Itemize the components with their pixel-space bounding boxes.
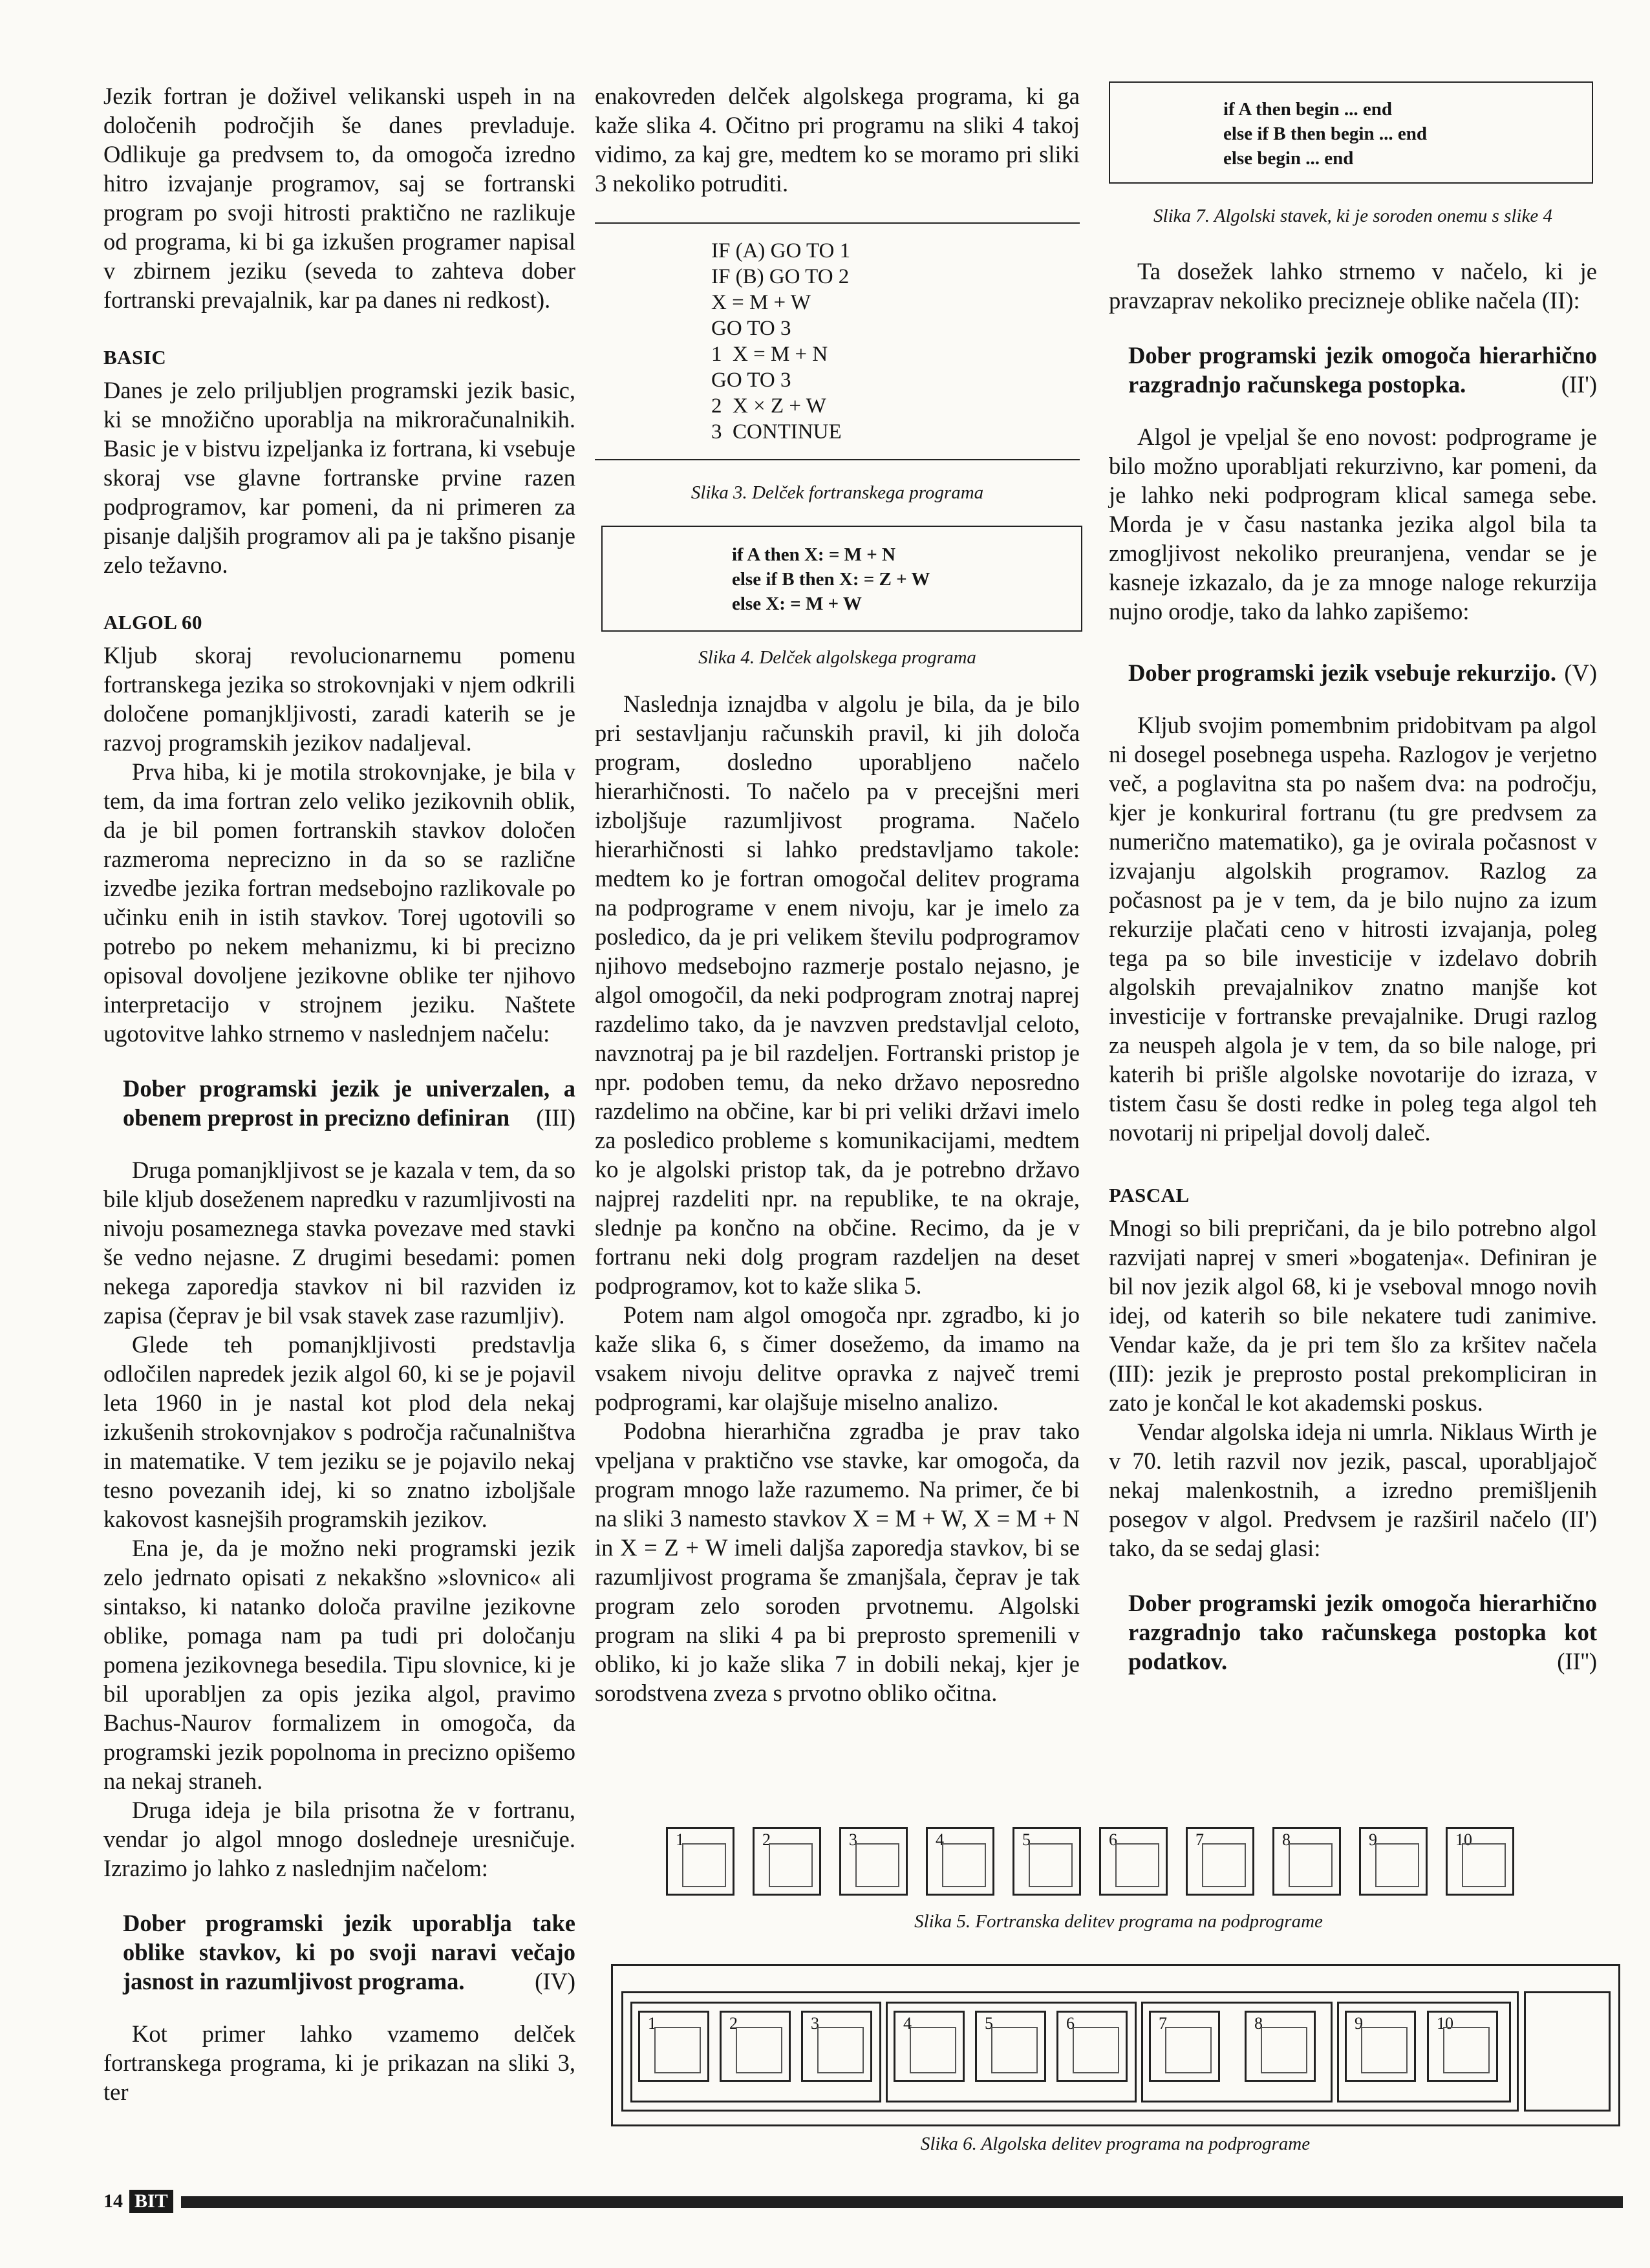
paragraph: Jezik fortran je doživel velikanski uspeh in na določenih področjih še danes prevladuje. Odlikuje ga predvsem to, da omogoča izredno hitro izvajanje programov, saj se fortranski program po svoji hitrosti praktično ne razlikuje od programa, ki bi ga izkušen programer napisal v zbirnem jeziku (seveda to zahteva dober fortranski prevajalnik, kar pa danes ni redkost). (103, 83, 575, 313)
principle-iii (103, 1074, 575, 1132)
principle-number: (II') (1561, 371, 1597, 398)
algol-code-box (601, 526, 1082, 632)
box-label: 2 (729, 2014, 738, 2033)
subprogram-box (1272, 1827, 1341, 1896)
box-label: 9 (1369, 1830, 1377, 1849)
box-label: 3 (849, 1830, 857, 1849)
box-inner (1261, 2027, 1307, 2073)
box-inner (682, 1843, 726, 1887)
subprogram-box (1245, 2011, 1316, 2082)
subprogram-box (839, 1827, 908, 1896)
paragraph: Ena je, da je možno neki programski jezik zelo jedrnato opisati z nekakšno »slovnico« ali sintakso, ki natanko določa pravilne jezikovne oblike, pomaga nam pa tudi pri določanju pomena jezikovnega besedila. Tipu slovnice, ki je bil uporabljen za opis jezika algol, pravimo Bachus-Naurov formalizem in omogoča, da programski jezik popolnoma in precizno opišemo na nekaj straneh. (103, 1535, 575, 1794)
level-1-group (1524, 1991, 1611, 2112)
code-line: else X: = M + W (732, 594, 862, 614)
box-label: 6 (1066, 2014, 1075, 2033)
paragraph: Prva hiba, ki je motila strokovnjake, je bila v tem, da ima fortran zelo veliko jezikovnih oblik, da je bil pomen fortranskih stavkov določen razmeroma neprecizno in da so se različne izvedbe jezika fortran medsebojno razlikovale po učinku enih in istih stavkov. Torej ugotovili so potrebo po nekem mehanizmu, ki bi precizno opisoval dovoljene jezikovne oblike ter njihovo interpretacijo v strojnem jeziku. Naštete ugotovitve lahko strnemo v naslednjem načelu: (103, 758, 575, 1047)
subprogram-box (720, 2011, 791, 2082)
box-label: 5 (1022, 1830, 1031, 1849)
principle-number: (IV) (535, 1968, 575, 1995)
paragraph: Druga pomanjkljivost se je kazala v tem, da so bile kljub doseženem napredku v razumljivosti na nivoju posameznega stavka povezave med stavki še vedno nejasne. Z drugimi besedami: pomen nekega zaporedja stavkov ni bil razviden iz zapisa (čeprav je bil vsak stavek zase razumljiv). (103, 1157, 575, 1329)
figure-caption: Slika 5. Fortranska delitev programa na podprograme (914, 1911, 1323, 1932)
principle-text: Dober programski jezik uporablja take oblike stavkov, ki po svoji naravi večajo jasnost in razumljivost programa. (123, 1910, 575, 1995)
subprogram-box (926, 1827, 994, 1896)
box-label: 10 (1455, 1830, 1472, 1849)
paragraph: Naslednja iznajdba v algolu je bila, da je bilo pri sestavljanju računskih pravil, ki jih določa program, dosledno uporabljeno načelo hierarhičnosti. To načelo pa v precejšni meri izboljšuje razumljivost programa. Načelo hierarhičnosti si lahko predstavljamo takole: medtem ko je fortran omogočal delitev programa na podprograme v enem nivoju, kar je imelo za posledico, da je pri velikem številu podprogramov njihovo medsebojno razmerje postalo nejasno, je algol omogočil, da neki podprogram znotraj naprej razdelimo tako, da je navzven predstavljal celoto, navznotraj pa je bil razdeljen. Fortranski pristop je npr. podoben temu, da neko državo neposredno razdelimo na občine, kar bi pri veliki državi imelo za posledico probleme s komunikacijami, medtem ko je algolski pristop tak, da je potrebno državo najprej razdeliti npr. na republike, te na okraje, slednje pa končno na občine. Recimo, da je v fortranu neki dolg program razdeljen na deset podprogramov, kot to kaže slika 5. (595, 690, 1080, 1299)
subprogram-box (1012, 1827, 1081, 1896)
subprogram-box (975, 2011, 1046, 2082)
subprogram-box (753, 1827, 821, 1896)
paragraph: Kot primer lahko vzamemo delček fortranskega programa, ki je prikazan na sliki 3, ter (103, 2020, 575, 2105)
box-label: 4 (903, 2014, 912, 2033)
box-inner (1361, 2027, 1408, 2073)
subprogram-box (1186, 1827, 1254, 1896)
box-inner (1289, 1843, 1333, 1887)
fortran-code-listing: IF (A) GO TO 1 IF (B) GO TO 2 X = M + W GO TO 3 1 X = M + N GO TO 3 2 X × Z + W 3 CONTINUE (595, 222, 1080, 460)
subprogram-box (801, 2011, 872, 2082)
paragraph: Potem nam algol omogoča npr. zgradbo, ki jo kaže slika 6, s čimer dosežemo, da imamo na vsakem nivoju delitve opravka z največ tremi podprogrami, kar olajšuje miselno analizo. (595, 1301, 1080, 1415)
box-label: 9 (1355, 2014, 1363, 2033)
box-inner (1115, 1843, 1159, 1887)
figure-6-diagram (611, 1964, 1620, 2126)
magazine-logo: BIT (129, 2190, 173, 2213)
principle-text: Dober programski jezik omogoča hierarhično razgradnjo tako računskega postopka kot podatkov. (1128, 1590, 1597, 1674)
box-label: 2 (762, 1830, 771, 1849)
box-inner (991, 2027, 1038, 2073)
column-3 (1109, 81, 1597, 1699)
box-inner (1202, 1843, 1246, 1887)
box-inner (1462, 1843, 1506, 1887)
code-line: if A then begin ... end (1223, 99, 1393, 120)
figure-caption: Slika 6. Algolska delitev programa na podprograme (920, 2134, 1311, 2154)
box-label: 7 (1159, 2014, 1167, 2033)
box-label: 8 (1282, 1830, 1291, 1849)
section-title-pascal: PASCAL (1109, 1184, 1190, 1206)
paragraph: Algol je vpeljal še eno novost: podprograme je bilo možno uporabljati rekurzivno, kar pomeni, da je lahko neki podprogram klical samega sebe. Morda je v času nastanka jezika algol bila ta zmogljivost nekoliko preuranjena, vendar se je kasneje izkazalo, da je za mnoge naloge rekurzija nujno orodje, tako da lahko zapišemo: (1109, 423, 1597, 625)
box-inner (817, 2027, 864, 2073)
box-label: 1 (648, 2014, 656, 2033)
subprogram-box (638, 2011, 709, 2082)
paragraph: Kljub svojim pomembnim pridobitvam pa algol ni dosegel posebnega uspeha. Razlogov je verjetno več, a poglavitna sta po našem dva: na področju, kjer je konkuriral fortranu (tu gre predvsem za numerično matematiko), ga je ovirala počasnost v izvajanju algolskih programov. Razlog za počasnost pa je v tem, da je bilo nujno za izum rekurzije plačati ceno v hitrosti izvajanja, poleg tega pa so bile investicije v izdelavo dobrih algolskih prevajalnikov znatno manjše kot investicije v fortranske prevajalnike. Drugi razlog za neuspeh algola je v tem, da so bile naloge, pri katerih bi prišle algolske novotarije do izraza, v tistem času še dosti redke in poleg tega algol teh novotarij ni pripeljal dovolj daleč. (1109, 712, 1597, 1146)
column-2 (595, 81, 1080, 1707)
box-inner (1073, 2027, 1119, 2073)
subprogram-box (1345, 2011, 1416, 2082)
paragraph: Kljub skoraj revolucionarnemu pomenu fortranskega jezika so strokovnjaki v njem odkrili določene pomanjkljivosti, zaradi katerih se je razvoj programskih jezikov nadaljeval. (103, 642, 575, 756)
box-label: 7 (1195, 1830, 1204, 1849)
page-number: 14 (103, 2190, 123, 2212)
section-title-basic: BASIC (103, 346, 167, 369)
box-inner (736, 2027, 782, 2073)
footer-bar (181, 2196, 1623, 2208)
box-label: 10 (1437, 2014, 1453, 2033)
principle-text: Dober programski jezik vsebuje rekurzijo. (1128, 659, 1557, 686)
box-inner (942, 1843, 986, 1887)
box-label: 3 (811, 2014, 819, 2033)
code-line: else begin ... end (1223, 148, 1354, 169)
box-inner (1443, 2027, 1490, 2073)
paragraph: Ta dosežek lahko strnemo v načelo, ki je pravzaprav nekoliko precizneje oblike načela (II): (1109, 258, 1597, 314)
principle-iv (103, 1909, 575, 1996)
column-1 (103, 81, 575, 2106)
principle-ii-prime (1109, 341, 1597, 399)
box-label: 5 (985, 2014, 993, 2033)
subprogram-box (1359, 1827, 1428, 1896)
figure-5-diagram (666, 1827, 1571, 1898)
principle-v (1109, 658, 1597, 687)
principle-number: (II'') (1557, 1648, 1597, 1674)
paragraph: enakovreden delček algolskega programa, ki ga kaže slika 4. Očitno pri programu na sliki 4 takoj vidimo, za kaj gre, medtem ko se moramo pri sliki 3 nekoliko potruditi. (595, 83, 1080, 197)
principle-number: (III) (536, 1104, 575, 1131)
principle-ii-double-prime (1109, 1589, 1597, 1676)
subprogram-box (1056, 2011, 1128, 2082)
box-inner (769, 1843, 813, 1887)
box-inner (1375, 1843, 1419, 1887)
figure-caption: Slika 7. Algolski stavek, ki je soroden onemu s slike 4 (1153, 206, 1552, 226)
subprogram-box (1099, 1827, 1168, 1896)
box-inner (910, 2027, 956, 2073)
subprogram-box (1149, 2011, 1220, 2082)
figure-caption: Slika 4. Delček algolskega programa (698, 647, 976, 668)
paragraph: Mnogi so bili prepričani, da je bilo potrebno algol razvijati naprej v smeri »bogatenja«. Definiran je bil nov jezik algol 68, ki je vseboval mnogo novih idej, od katerih so bile nekatere tudi zanimive. Vendar kaže, da je pri tem šlo za kršitev načela (III): jezik je preprosto postal prekompliciran in zato je končal le kot akademski poskus. (1109, 1215, 1597, 1416)
box-label: 8 (1254, 2014, 1263, 2033)
box-label: 4 (936, 1830, 944, 1849)
code-line: else if B then X: = Z + W (732, 569, 930, 590)
paragraph: Podobna hierarhična zgradba je prav tako vpeljana v praktično vse stavke, kar omogoča, da program mnogo laže razumemo. Na primer, če bi na sliki 3 namesto stavkov X = M + W, X = M + N in X = Z + W imeli daljša zaporedja stavkov, bi se razumljivost programa še zmanjšala, čeprav je tak program zelo soroden prvotnemu. Algolski program na sliki 4 pa bi preprosto spremenili v obliko, ki jo kaže slika 7 in dobili nekaj, kjer je sorodstvena zveza s prvotno obliko očitna. (595, 1418, 1080, 1706)
box-inner (855, 1843, 899, 1887)
paragraph: Druga ideja je bila prisotna že v fortranu, vendar jo algol mnogo dosledneje uresničuje. Izrazimo jo lahko z naslednjim načelom: (103, 1797, 575, 1881)
paragraph: Danes je zelo priljubljen programski jezik basic, ki se množično uporablja na mikroračunalnikih. Basic je v bistvu izpeljanka iz fortrana, ki vsebuje skoraj vse glavne fortranske prvine razen podprogramov, kar pomeni, da ni primeren za pisanje daljših programov ali pa je takšno pisanje zelo težavno. (103, 377, 575, 578)
principle-text: Dober programski jezik je univerzalen, a obenem preprost in precizno definiran (123, 1075, 575, 1131)
figure-caption: Slika 3. Delček fortranskega programa (691, 482, 984, 503)
box-label: 6 (1109, 1830, 1117, 1849)
paragraph: Vendar algolska ideja ni umrla. Niklaus Wirth je v 70. letih razvil nov jezik, pascal, uporabljajoč nekaj malenkostnih, a izredno premišljenih posegov v algol. Predvsem je razširil načelo (II') tako, da se sedaj glasi: (1109, 1418, 1597, 1561)
section-title-algol: ALGOL 60 (103, 611, 203, 634)
code-line: if A then X: = M + N (732, 544, 895, 565)
principle-text: Dober programski jezik omogoča hierarhično razgradnjo računskega postopka. (1128, 342, 1597, 398)
box-label: 1 (676, 1830, 684, 1849)
subprogram-box (1427, 2011, 1498, 2082)
box-inner (1165, 2027, 1212, 2073)
principle-number: (V) (1564, 659, 1597, 686)
page-footer (0, 2187, 1650, 2216)
algol-code-box (1109, 81, 1593, 184)
paragraph: Glede teh pomanjkljivosti predstavlja odločilen napredek jezik algol 60, ki se je pojavil leta 1960 in je nastal kot plod dela nekaj izkušenih strokovnjakov s področja računalništva in matematike. V tem jeziku se je pojavilo nekaj tesno povezanih idej, ki so znatno izboljšale kakovost kasnejših programskih jezikov. (103, 1331, 575, 1532)
box-inner (654, 2027, 701, 2073)
subprogram-box (894, 2011, 965, 2082)
subprogram-box (1446, 1827, 1514, 1896)
code-line: else if B then begin ... end (1223, 123, 1427, 144)
box-inner (1029, 1843, 1073, 1887)
subprogram-box (666, 1827, 734, 1896)
